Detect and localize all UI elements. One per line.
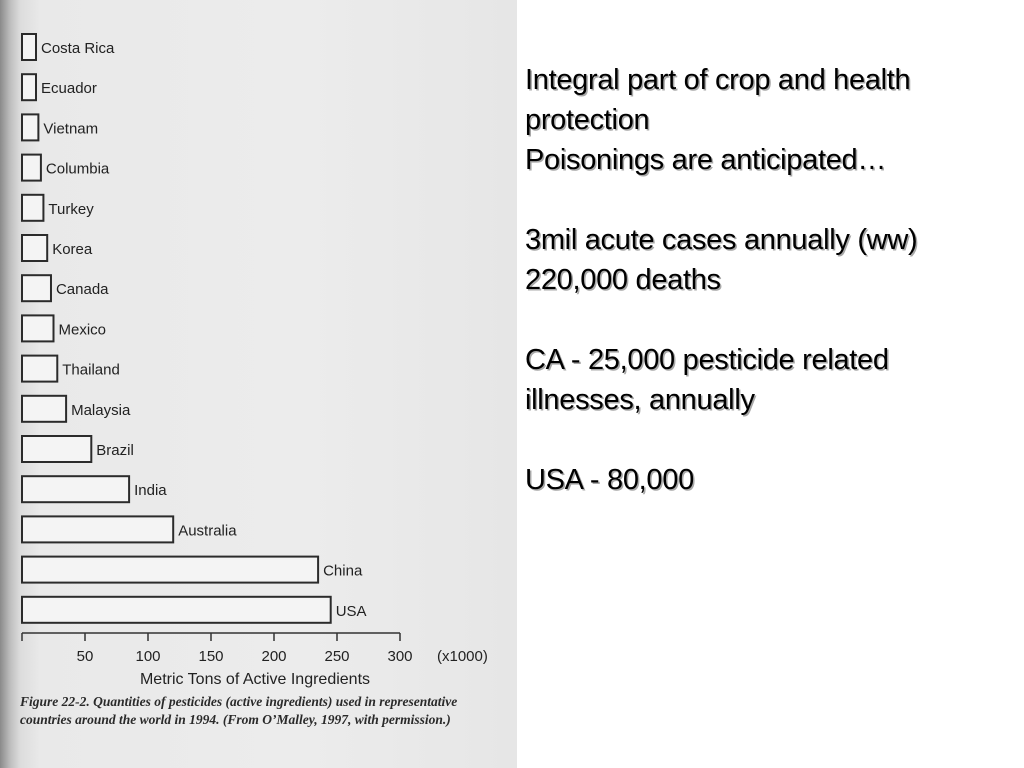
bar xyxy=(22,557,318,583)
bar xyxy=(22,235,47,261)
slide-text-block xyxy=(525,60,1015,500)
bar xyxy=(22,114,38,140)
slide-line: 220,000 deaths xyxy=(525,264,721,296)
bar xyxy=(22,476,129,502)
bar-label: Malaysia xyxy=(71,401,131,419)
bar xyxy=(22,74,36,100)
x-tick-label: 200 xyxy=(261,648,287,665)
bar xyxy=(22,315,54,341)
bar-label: Korea xyxy=(52,241,93,258)
x-tick-label: 300 xyxy=(387,648,413,665)
x-tick-label: 250 xyxy=(324,648,350,665)
slide-line: USA - 80,000 xyxy=(525,464,694,496)
bar xyxy=(22,436,91,462)
slide-spacer xyxy=(525,300,1015,340)
caption-text: Quantities of pesticides (active ingredients) used in representative countries around the world in 1994. (From O’Malley, 1997, with permission.) xyxy=(20,694,458,727)
slide-line: Integral part of crop and health xyxy=(525,64,911,96)
bar xyxy=(22,356,57,382)
bar-label: Thailand xyxy=(62,361,120,379)
slide-line: 3mil acute cases annually (ww) xyxy=(525,224,918,256)
pesticide-bar-chart xyxy=(0,0,517,690)
x-tick-label: 100 xyxy=(135,648,161,665)
bar-label: Turkey xyxy=(48,200,94,218)
bar-label: Costa Rica xyxy=(41,40,115,57)
x-axis-unit: (x1000) xyxy=(437,648,488,665)
slide-line: Poisonings are anticipated… xyxy=(525,144,887,176)
slide-line: CA - 25,000 pesticide related xyxy=(525,344,889,376)
bar-label: USA xyxy=(335,602,367,620)
bar-label: China xyxy=(323,562,363,580)
bar xyxy=(22,396,66,422)
bar-label: Ecuador xyxy=(41,80,97,98)
bar xyxy=(22,275,51,301)
figure-caption xyxy=(20,693,510,729)
bar-label: India xyxy=(134,482,167,500)
x-tick-label: 150 xyxy=(198,648,224,665)
x-tick-label: 50 xyxy=(76,648,94,665)
caption-figure-label: Figure 22-2. xyxy=(20,694,90,709)
bar-label: Mexico xyxy=(58,321,107,339)
bar xyxy=(22,34,36,60)
slide-spacer xyxy=(525,420,1015,460)
bar-label: Brazil xyxy=(96,442,134,459)
slide-spacer xyxy=(525,180,1015,220)
bar xyxy=(22,516,173,542)
bar xyxy=(22,597,331,623)
bar xyxy=(22,155,41,181)
slide-line: illnesses, annually xyxy=(525,384,755,416)
slide-line: protection xyxy=(525,104,650,136)
x-axis-title: Metric Tons of Active Ingredients xyxy=(139,671,371,688)
bar-label: Australia xyxy=(178,522,237,540)
bar-label: Columbia xyxy=(45,160,110,178)
bar xyxy=(22,195,43,221)
bar-label: Canada xyxy=(55,281,109,299)
bar-label: Vietnam xyxy=(43,120,99,138)
